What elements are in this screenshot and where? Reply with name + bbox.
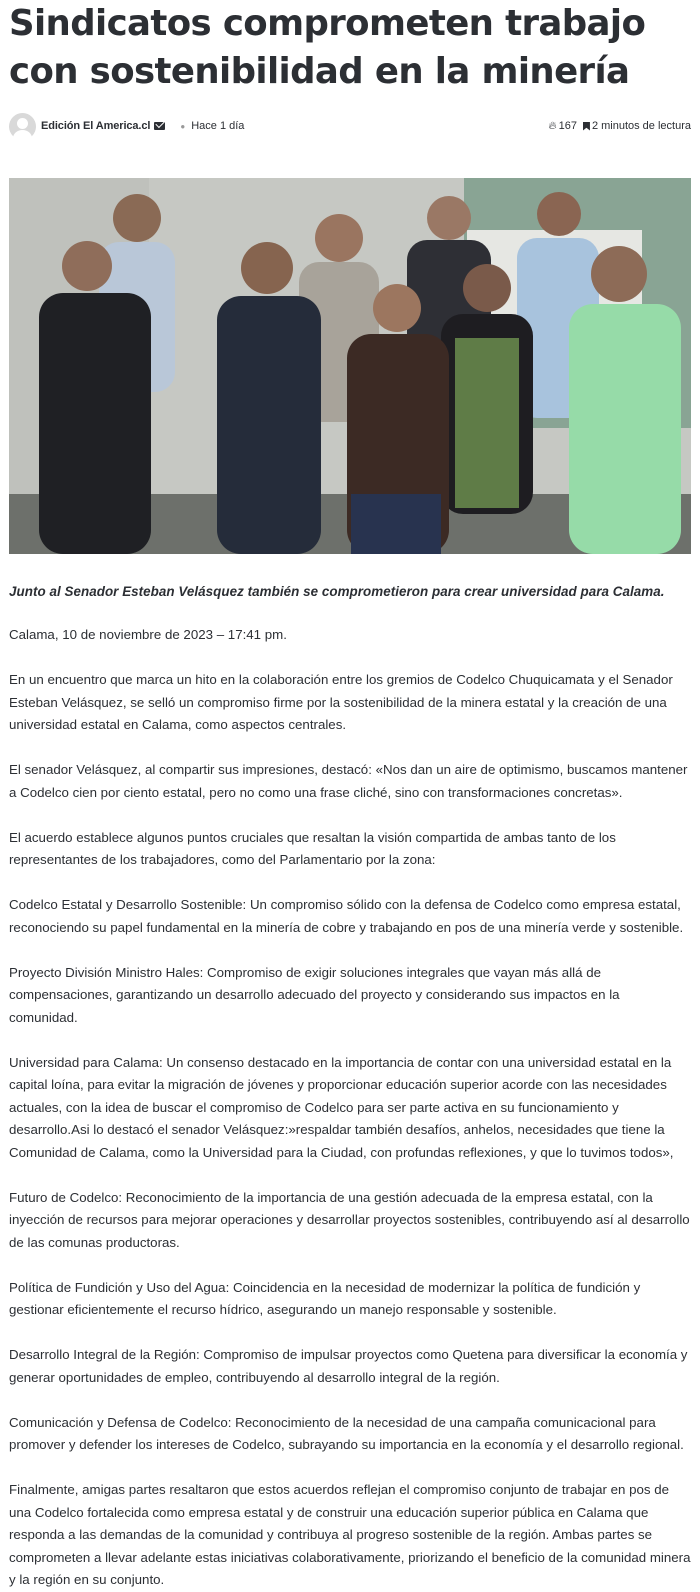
paragraph: Codelco Estatal y Desarrollo Sostenible: Un compromiso sólido con la defensa de Codelco como empresa estatal, reconociendo su papel fundamental en la minería de cobre y trabajando en pos de una minería verde y sostenible. xyxy=(9,897,684,935)
paragraph: El acuerdo establece algunos puntos cruciales que resaltan la visión compartida de ambas tanto de los representantes de los trabajadores, como del Parlamentario por la zona: xyxy=(9,829,616,867)
paragraph: Universidad para Calama: Un consenso destacado en la importancia de contar con una universidad estatal en la capital loína, para evitar la migración de jóvenes y proporcionar educación superior acorde con las necesidades actuales, con la idea de buscar el compromiso de Codelco para ser parte activa en su funcionamiento y desarrollo.Asi lo destacó el senador Velásquez:»respaldar también desafíos, anhelos, necesidades que tiene la Comunidad de Calama, como la Universidad para la Ciudad, con profundas reflexiones, y que lo tuvimos todos», xyxy=(9,1054,674,1160)
paragraph: En un encuentro que marca un hito en la colaboración entre los gremios de Codelco Chuquicamata y el Senador Esteban Velásquez, se selló un compromiso firme por la sostenibilidad de la minera estatal y la creación de una universidad estatal en Calama, como aspectos centrales. xyxy=(9,672,673,732)
paragraph: Futuro de Codelco: Reconocimiento de la importancia de una gestión adecuada de la empresa estatal, con la inyección de recursos para mejorar operaciones y desarrollar proyectos sostenibles, contribuyendo así al desarrollo de las comunas productoras. xyxy=(9,1189,690,1250)
flame-icon: 🔥︎ xyxy=(548,119,557,132)
bookmark-icon xyxy=(583,122,590,131)
avatar-head xyxy=(17,118,28,129)
envelope-icon[interactable] xyxy=(154,122,165,130)
photo-caption: Junto al Senador Esteban Velásquez también se comprometieron para crear universidad para Calama. xyxy=(9,584,665,599)
paragraph: Política de Fundición y Uso del Agua: Coincidencia en la necesidad de modernizar la política de fundición y gestionar eficientemente el recurso hídrico, asegurando un manejo responsable y sostenible. xyxy=(9,1279,641,1317)
post-date: Hace 1 día xyxy=(191,120,245,132)
featured-photo xyxy=(9,178,691,554)
paragraph: Calama, 10 de noviembre de 2023 – 17:41 pm. xyxy=(9,627,287,642)
article-meta xyxy=(9,110,691,142)
paragraph: Finalmente, amigas partes resaltaron que estos acuerdos reflejan el compromiso conjunto de trabajar en pos de una Codelco fortalecida como empresa estatal y de construir una educación superior pública en Calama que responda a las demandas de la comunidad y contribuya al progreso sostenible de la región. Ambas partes se comprometen a llevar adelante estas iniciativas colaborativamente, priorizando el beneficio de la comunidad minera y la región en su conjunto. xyxy=(9,1482,691,1587)
paragraph: Proyecto División Ministro Hales: Compromiso de exigir soluciones integrales que vayan más allá de compensaciones, garantizando un desarrollo adecuado del proyecto y considerando sus impactos en la comunidad. xyxy=(9,964,620,1025)
separator-dot: ● xyxy=(180,121,186,131)
author-link[interactable]: Edición El America.cl xyxy=(41,120,151,132)
avatar-body xyxy=(13,130,32,146)
meta-right xyxy=(543,120,692,133)
views-count xyxy=(549,120,577,133)
views-value: 167 xyxy=(558,120,577,132)
article-body xyxy=(9,624,691,1592)
user-avatar-icon[interactable] xyxy=(9,113,36,140)
paragraph: El senador Velásquez, al compartir sus impresiones, destacó: «Nos dan un aire de optimismo, buscamos mantener a Codelco cien por ciento estatal, pero no como una frase cliché, sino con transformaciones concretas». xyxy=(9,762,688,800)
group-photo-illustration xyxy=(9,178,691,554)
article-title: Sindicatos comprometen trabajo con sostenibilidad en la minería xyxy=(9,3,646,92)
reading-time xyxy=(583,120,691,132)
paragraph: Desarrollo Integral de la Región: Compromiso de impulsar proyectos como Quetena para diversificar la economía y generar oportunidades de empleo, contribuyendo al desarrollo integral de la región. xyxy=(9,1347,688,1385)
reading-time-value: 2 minutos de lectura xyxy=(591,120,691,132)
meta-left xyxy=(9,113,244,140)
paragraph: Comunicación y Defensa de Codelco: Reconocimiento de la necesidad de una campaña comunicacional para promover y defender los intereses de Codelco, subrayando su importancia en la economía y el desarrollo regional. xyxy=(9,1414,684,1452)
